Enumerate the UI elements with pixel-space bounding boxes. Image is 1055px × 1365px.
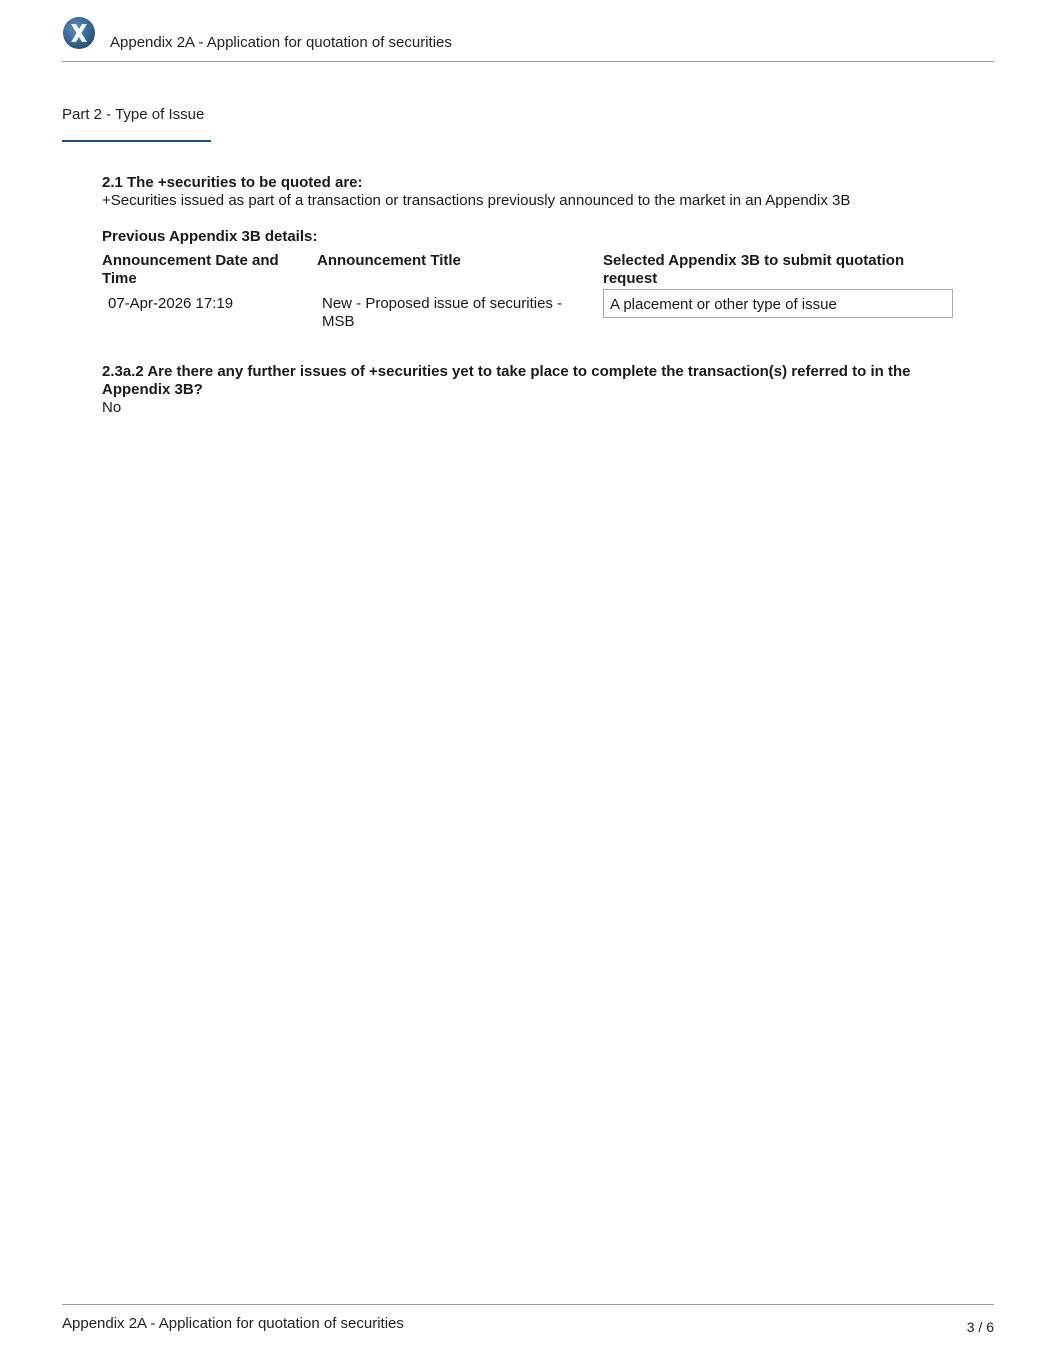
selected-appendix-field[interactable]: A placement or other type of issue — [603, 289, 953, 318]
main-content — [102, 174, 962, 417]
question-answer: +Securities issued as part of a transaction or transactions previously announced to the market in an Appendix 3B — [102, 192, 851, 209]
table-cell-title: New - Proposed issue of securities - MSB — [322, 295, 563, 330]
asx-logo-icon — [62, 16, 96, 50]
previous-appendix-table — [102, 252, 962, 342]
table-cell-date: 07-Apr-2026 17:19 — [108, 295, 234, 312]
question-answer: No — [102, 399, 122, 416]
question-2-3a-2 — [102, 363, 962, 417]
part-tab — [62, 106, 211, 142]
column-header-date: Announcement Date and Time — [102, 252, 279, 287]
part-title: Part 2 - Type of Issue — [62, 106, 205, 123]
previous-details-label: Previous Appendix 3B details: — [102, 228, 318, 245]
header-title: Appendix 2A - Application for quotation of securities — [110, 34, 452, 51]
question-2-1 — [102, 174, 962, 210]
page-footer — [62, 1304, 994, 1345]
footer-title: Appendix 2A - Application for quotation of securities — [62, 1315, 404, 1332]
column-header-title: Announcement Title — [317, 252, 461, 269]
question-label: 2.1 The +securities to be quoted are: — [102, 174, 363, 191]
page-number: 3 / 6 — [966, 1319, 994, 1335]
question-label: 2.3a.2 Are there any further issues of +securities yet to take place to complete the transaction(s) referred to in the Appendix 3B? — [102, 363, 911, 398]
page-header — [62, 14, 994, 62]
column-header-selected: Selected Appendix 3B to submit quotation request — [603, 252, 905, 287]
